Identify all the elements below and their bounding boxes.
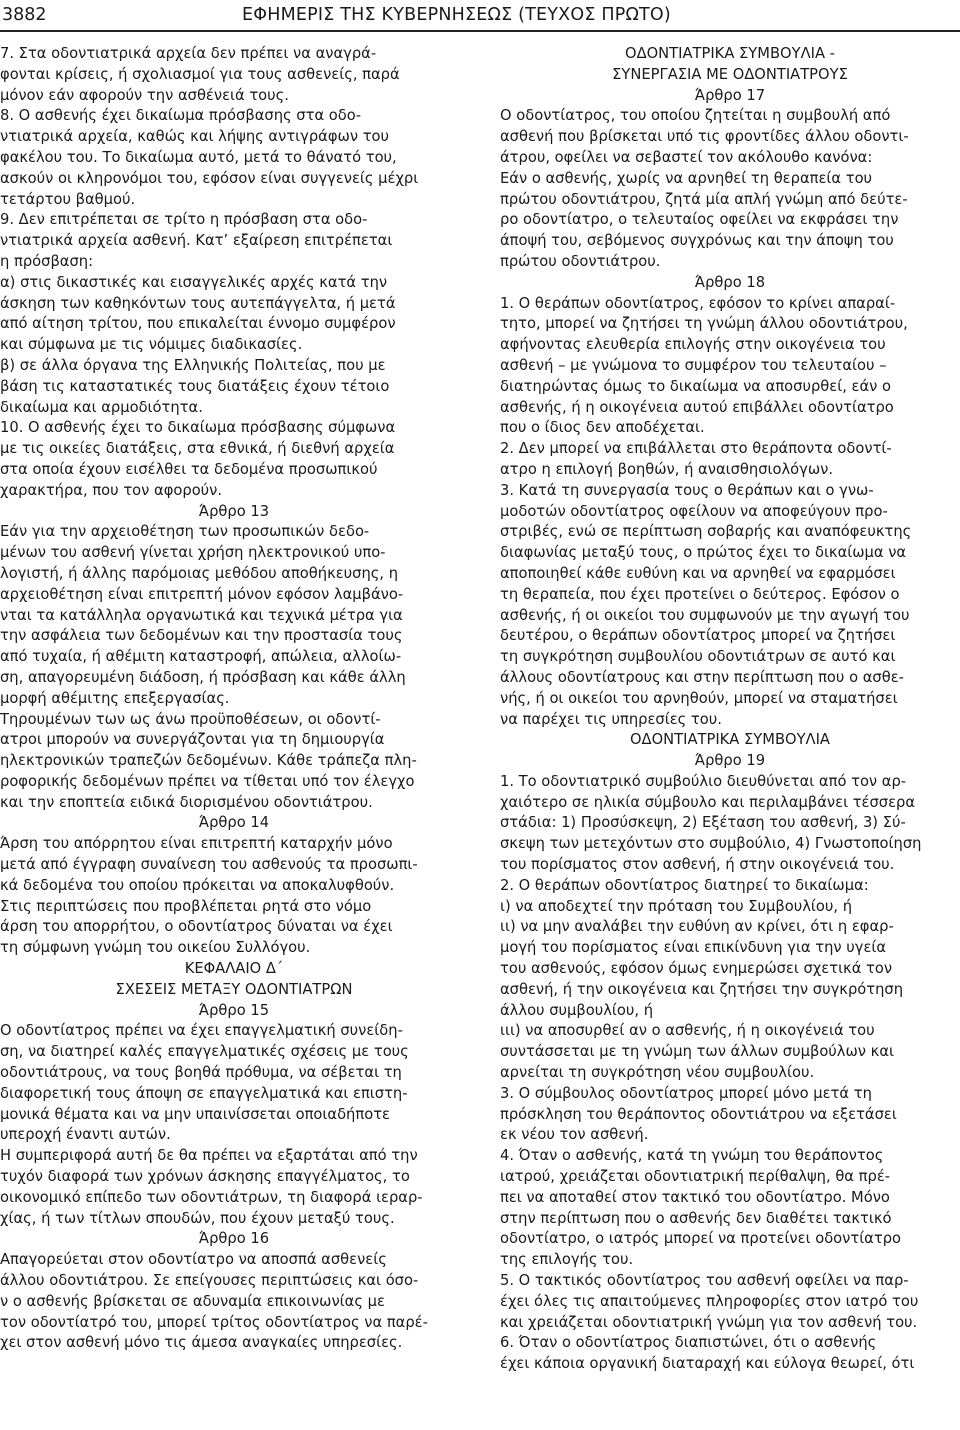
text-line: 5. Ο τακτικός οδοντίατρος του ασθενή οφείλει να παρ- <box>500 1272 909 1290</box>
section-heading: Άρθρο 14 <box>198 814 270 832</box>
text-line: α) στις δικαστικές και εισαγγελικές αρχές κατά την <box>0 273 388 291</box>
text-line: χει στον ασθενή μόνο τις άμεσα αναγκαίες υπηρεσίες. <box>0 1334 403 1352</box>
text-line: λογιστή, ή άλλης παρόμοιας μεθόδου αποθήκευσης, η <box>0 564 399 582</box>
section-heading: ΣΧΕΣΕΙΣ ΜΕΤΑΞΥ ΟΔΟΝΤΙΑΤΡΩΝ <box>115 980 353 998</box>
text-line: χαρακτήρα, που τον αφορούν. <box>0 481 223 499</box>
text-line: Ο οδοντίατρος, του οποίου ζητείται η συμβουλή από <box>500 107 891 125</box>
text-line: οδοντίατρο, ο ιατρός μπορεί να προτείνει οδοντίατρο <box>500 1230 902 1248</box>
text-line: 1. Το οδοντιατρικό συμβούλιο διευθύνεται από τον αρ- <box>500 772 907 790</box>
text-line: οικονομικό επίπεδο των οδοντιάτρων, τη διαφορά ιεραρ- <box>0 1188 423 1206</box>
text-line: νται τα κατάλληλα οργανωτικά και τεχνικά μέτρα για <box>0 606 403 624</box>
left-column <box>0 44 468 1354</box>
section-heading: Άρθρο 19 <box>694 752 766 770</box>
text-line: στην περίπτωση που ο ασθενής δεν διαθέτει τακτικό <box>500 1209 892 1227</box>
right-column <box>500 44 960 1375</box>
text-line: 1. Ο θεράπων οδοντίατρος, εφόσον το κρίνει απαραί- <box>500 294 896 312</box>
text-line: χίας, ή των τίτλων σπουδών, που έχουν μεταξύ τους. <box>0 1209 395 1227</box>
text-line: ιατρού, χρειάζεται οδοντιατρική περίθαλψη, θα πρέ- <box>500 1168 891 1186</box>
text-line: πρώτου οδοντιάτρου, ζητά μία απλή γνώμη από δεύτε- <box>500 190 908 208</box>
page-number: 3882 <box>2 5 47 25</box>
text-line: πει να αποταθεί στον τακτικό του οδοντίατρο. Μόνο <box>500 1188 890 1206</box>
text-line: διαφορετική τους άποψη σε επαγγελματικά και επιστη- <box>0 1084 408 1102</box>
text-line: ασθενή – με γνώμονα το συμφέρον του τελευταίου – <box>500 356 887 374</box>
text-line: αρχειοθέτηση είναι επιτρεπτή μόνον εφόσον λαμβάνο- <box>0 585 404 603</box>
header-rule <box>0 30 960 32</box>
text-line: αφήνοντας ελευθερία επιλογής στην οικογένεια του <box>500 336 886 354</box>
text-line: άλλου συμβουλίου, ή <box>500 1001 654 1019</box>
gazette-title: ΕΦΗΜΕΡΙΣ ΤΗΣ ΚΥΒΕΡΝΗΣΕΩΣ (ΤΕΥΧΟΣ ΠΡΩΤΟ) <box>242 5 671 25</box>
text-line: του ασθενούς, εφόσον όμως ενημερώσει σχετικά τον <box>500 960 893 978</box>
text-line: από τυχαία, ή αθέμιτη καταστροφή, απώλεια, αλλοίω- <box>0 648 402 666</box>
text-line: πρώτου οδοντιάτρου. <box>500 252 661 270</box>
text-line: άλλους οδοντίατρους και στην περίπτωση που ο ασθε- <box>500 668 904 686</box>
text-line: ασκούν οι κληρονόμοι του, εφόσον είναι συγγενείς μέχρι <box>0 169 419 187</box>
text-line: να παρέχει τις υπηρεσίες του. <box>500 710 722 728</box>
text-line: της επιλογής του. <box>500 1251 634 1269</box>
text-line: Εάν ο ασθενής, χωρίς να αρνηθεί τη θεραπεία του <box>500 169 873 187</box>
text-line: στα οποία έχουν εισέλθει τα δεδομένα προσωπικού <box>0 460 378 478</box>
section-heading: ΣΥΝΕΡΓΑΣΙΑ ΜΕ ΟΔΟΝΤΙΑΤΡΟΥΣ <box>612 65 848 83</box>
text-line: ιιι) να αποσυρθεί αν ο ασθενής, ή η οικογένειά του <box>500 1022 875 1040</box>
text-line: Εάν για την αρχειοθέτηση των προσωπικών δεδο- <box>0 523 370 541</box>
text-line: ση, απαγορευμένη διάδοση, ή πρόσβαση και κάθε άλλη <box>0 668 406 686</box>
text-line: την ασφάλεια των δεδομένων και την προστασία τους <box>0 627 403 645</box>
text-line: και την εποπτεία ειδικά διορισμένου οδοντιάτρου. <box>0 793 373 811</box>
section-heading: Άρθρο 17 <box>694 86 766 104</box>
text-line: έχει όλες τις απαιτούμενες πληροφορίες στον ιατρό του <box>500 1292 919 1310</box>
text-line: ν ο ασθενής βρίσκεται σε αδυναμία επικοινωνίας με <box>0 1292 385 1310</box>
text-line: ασθενής, ή η οικογένεια αυτού επιβάλλει οδοντίατρο <box>500 398 894 416</box>
text-line: 8. Ο ασθενής έχει δικαίωμα πρόσβασης στα οδο- <box>0 107 362 125</box>
text-line: νής, ή οι οικείοι του αρνηθούν, μπορεί να σταματήσει <box>500 689 898 707</box>
text-line: μογή του πορίσματος είναι επικίνδυνη για την υγεία <box>500 939 887 957</box>
text-line: τη συγκρότηση συμβουλίου οδοντιάτρων σε αυτό και <box>500 648 896 666</box>
text-line: β) σε άλλα όργανα της Ελληνικής Πολιτείας, που με <box>0 356 386 374</box>
text-line: διατηρώντας όμως το δικαίωμα να αποσυρθεί, εάν ο <box>500 377 892 395</box>
text-line: τητο, μπορεί να ζητήσει τη γνώμη άλλου οδοντιάτρου, <box>500 315 908 333</box>
text-line: άτρου, οφείλει να σεβαστεί τον ακόλουθο κανόνα: <box>500 148 873 166</box>
text-line: 3. Κατά τη συνεργασία τους ο θεράπων και ο γνω- <box>500 481 874 499</box>
text-line: ατροι μπορούν να συνεργάζονται για τη δημιουργία <box>0 731 385 749</box>
text-line: μετά από έγγραφη συναίνεση του ασθενούς τα προσωπι- <box>0 856 418 874</box>
section-heading: ΟΔΟΝΤΙΑΤΡΙΚΑ ΣΥΜΒΟΥΛΙΑ <box>630 731 830 749</box>
text-line: Ο οδοντίατρος πρέπει να έχει επαγγελματική συνείδη- <box>0 1022 403 1040</box>
section-heading: Άρθρο 13 <box>198 502 270 520</box>
text-line: Η συμπεριφορά αυτή δε θα πρέπει να εξαρτάται από την <box>0 1147 418 1165</box>
text-line: ροφορικής δεδομένων πρέπει να τίθεται υπό τον έλεγχο <box>0 772 415 790</box>
section-heading: Άρθρο 15 <box>198 1001 270 1019</box>
text-line: ντιατρικά αρχεία, καθώς και λήψης αντιγράφων του <box>0 128 390 146</box>
text-line: 2. Δεν μπορεί να επιβάλλεται στο θεράποντα οδοντί- <box>500 440 892 458</box>
text-line: 7. Στα οδοντιατρικά αρχεία δεν πρέπει να αναγρά- <box>0 45 377 62</box>
text-line: ασθενής, ή οι οικείοι του συμφωνούν με την αγωγή του <box>500 606 910 624</box>
text-line: έχει κάποια οργανική διαταραχή και εύλογα θεωρεί, ότι <box>500 1355 915 1373</box>
text-line: Άρση του απόρρητου είναι επιτρεπτή καταρχήν μόνο <box>0 835 393 853</box>
section-heading: Άρθρο 16 <box>198 1230 270 1248</box>
text-line: ι) να αποδεχτεί την πρόταση του Συμβουλίου, ή <box>500 897 853 915</box>
text-line: εκ νέου τον ασθενή. <box>500 1126 649 1144</box>
text-line: σκεψη των μετεχόντων στο συμβούλιο, 4) Γνωστοποίηση <box>500 835 922 853</box>
text-line: διαφωνίας μεταξύ τους, ο πρώτος έχει το δικαίωμα να <box>500 544 907 562</box>
text-line: φακέλου του. Το δικαίωμα αυτό, μετά το θάνατό του, <box>0 148 397 166</box>
text-line: Στις περιπτώσεις που προβλέπεται ρητά στο νόμο <box>0 897 372 915</box>
text-line: η πρόσβαση: <box>0 252 94 270</box>
text-line: χαιότερο σε ηλικία σύμβουλο και περιλαμβάνει τέσσερα <box>500 793 916 811</box>
text-line: 9. Δεν επιτρέπεται σε τρίτο η πρόσβαση στα οδο- <box>0 211 368 229</box>
text-line: ση, να διατηρεί καλές επαγγελματικές σχέσεις με τους <box>0 1043 409 1061</box>
text-line: 10. Ο ασθενής έχει το δικαίωμα πρόσβασης σύμφωνα <box>0 419 396 437</box>
text-line: και χρειάζεται οδοντιατρική γνώμη για τον ασθενή του. <box>500 1313 918 1331</box>
text-line: δευτέρου, ο θεράπων οδοντίατρος μπορεί να ζητήσει <box>500 627 896 645</box>
text-line: 6. Όταν ο οδοντίατρος διαπιστώνει, ότι ο ασθενής <box>500 1334 877 1352</box>
text-line: αρνείται τη συγκρότηση νέου συμβουλίου. <box>500 1064 815 1082</box>
text-line: βάση τις καταστατικές τους διατάξεις έχουν τέτοιο <box>0 377 390 395</box>
page-header <box>0 0 960 34</box>
text-line: οδοντιάτρους, να τους βοηθά πρόθυμα, να σέβεται τη <box>0 1064 402 1082</box>
text-line: 4. Όταν ο ασθενής, κατά τη γνώμη του θεράποντος <box>500 1147 884 1165</box>
text-line: υπεροχή έναντι αυτών. <box>0 1126 171 1144</box>
text-line: άσκηση των καθηκόντων τους αυτεπάγγελτα, ή μετά <box>0 294 396 312</box>
text-line: από αίτηση τρίτου, που επικαλείται έννομο συμφέρον <box>0 315 396 333</box>
text-line: Τηρουμένων των ως άνω προϋποθέσεων, οι οδοντί- <box>0 710 381 728</box>
text-line: ιι) να μην αναλάβει την ευθύνη αν κρίνει, ότι η εφαρ- <box>500 918 894 936</box>
text-line: ντιατρικά αρχεία ασθενή. Κατ’ εξαίρεση επιτρέπεται <box>0 232 393 250</box>
text-line: του πορίσματος στον ασθενή, ή στην οικογένειά του. <box>500 856 895 874</box>
text-line: δικαίωμα και αρμοδιότητα. <box>0 398 203 416</box>
text-line: άποψή του, σεβόμενος συγχρόνως και την άποψη του <box>500 232 894 250</box>
text-line: άλλου οδοντιάτρου. Σε επείγουσες περιπτώσεις και όσο- <box>0 1272 419 1290</box>
text-line: συντάσσεται με τη γνώμη των άλλων συμβούλων και <box>500 1043 894 1061</box>
section-heading: Άρθρο 18 <box>694 273 766 291</box>
text-line: τον οδοντίατρό του, μπορεί τρίτος οδοντίατρος να παρέ- <box>0 1313 428 1331</box>
text-line: μόνον εάν αφορούν την ασθένειά τους. <box>0 86 289 104</box>
text-line: ρο οδοντίατρο, ο τελευταίος οφείλει να εκφράσει την <box>500 211 899 229</box>
text-line: άρση του απορρήτου, ο οδοντίατρος δύναται να έχει <box>0 918 393 936</box>
text-line: αποποιηθεί κάθε ευθύνη και να αρνηθεί να εφαρμόσει <box>500 564 896 582</box>
text-line: τη θεραπεία, που έχει προτείνει ο δεύτερος. Εφόσον ο <box>500 585 900 603</box>
text-line: τη σύμφωνη γνώμη του οικείου Συλλόγου. <box>0 939 311 957</box>
text-line: μένων του ασθενή γίνεται χρήση ηλεκτρονικού υπο- <box>0 544 386 562</box>
text-line: μορφή αθέμιτης επεξεργασίας. <box>0 689 230 707</box>
text-line: πρόσκληση του θεράποντος οδοντιάτρου να εξετάσει <box>500 1105 897 1123</box>
text-line: τυχόν διαφορά των χρόνων άσκησης επαγγέλματος, το <box>0 1168 410 1186</box>
section-heading: ΚΕΦΑΛΑΙΟ Δ΄ <box>184 960 284 978</box>
section-heading: ΟΔΟΝΤΙΑΤΡΙΚΑ ΣΥΜΒΟΥΛΙΑ - <box>625 45 835 62</box>
text-line: μονικά θέματα και να μην υπαινίσσεται οποιαδήποτε <box>0 1105 390 1123</box>
text-line: 2. Ο θεράπων οδοντίατρος διατηρεί το δικαίωμα: <box>500 876 869 894</box>
text-line: ατρο η επιλογή βοηθών, ή αναισθησιολόγων. <box>500 460 834 478</box>
text-line: ηλεκτρονικών τραπεζών δεδομένων. Κάθε τράπεζα πλη- <box>0 752 417 770</box>
text-line: που ο ίδιος δεν αποδέχεται. <box>500 419 705 437</box>
text-line: και σύμφωνα με τις νόμιμες διαδικασίες. <box>0 336 303 354</box>
text-line: μοδοτών οδοντίατρος οφείλουν να αποφεύγουν προ- <box>500 502 888 520</box>
text-line: τετάρτου βαθμού. <box>0 190 136 208</box>
text-line: φονται κρίσεις, ή σχολιασμοί για τους ασθενείς, παρά <box>0 65 400 83</box>
text-line: Απαγορεύεται στον οδοντίατρο να αποσπά ασθενείς <box>0 1251 387 1269</box>
text-line: ασθενή, ή την οικογένεια και ζητήσει την συγκρότηση <box>500 980 904 998</box>
text-line: κά δεδομένα του οποίου πρόκειται να αποκαλυφθούν. <box>0 876 395 894</box>
text-line: 3. Ο σύμβουλος οδοντίατρος μπορεί μόνο μετά τη <box>500 1084 872 1102</box>
text-line: στάδια: 1) Προσύσκεψη, 2) Εξέταση του ασθενή, 3) Σύ- <box>500 814 906 832</box>
text-line: στριβές, ενώ σε περίπτωση σοβαρής και αναπόφευκτης <box>500 523 912 541</box>
text-line: με τις οικείες διατάξεις, στα εθνικά, ή διεθνή αρχεία <box>0 440 395 458</box>
text-line: ασθενή που βρίσκεται υπό τις φροντίδες άλλου οδοντι- <box>500 128 909 146</box>
